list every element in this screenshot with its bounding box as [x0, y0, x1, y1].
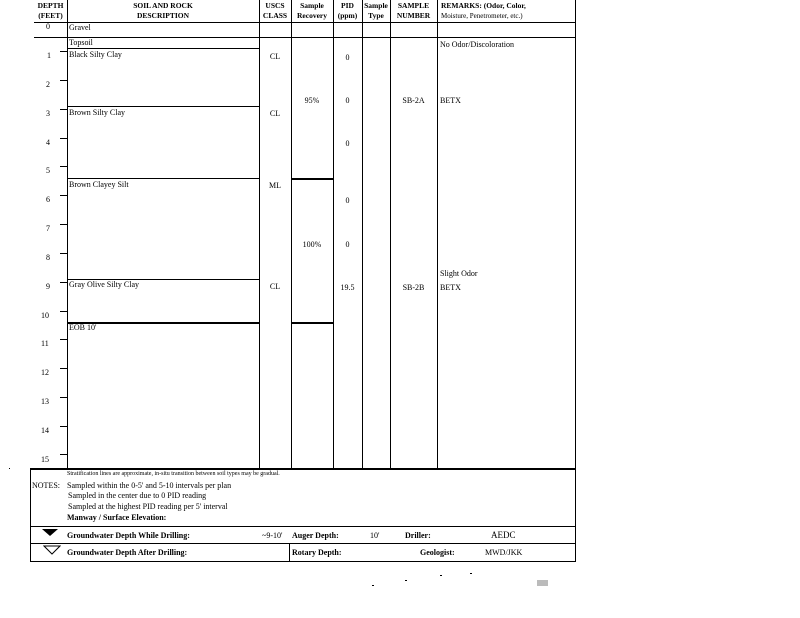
- layer-gravel: Gravel: [69, 23, 91, 32]
- depth-label: 11: [41, 339, 49, 348]
- note-line: Sampled within the 0-5' and 5-10 intervals per plan: [67, 481, 232, 490]
- layer-black-silty-clay: Black Silty Clay: [69, 50, 122, 59]
- scan-speck: [9, 468, 10, 469]
- header-sample-number: SAMPLE: [397, 1, 430, 10]
- gw-while-drilling-label: Groundwater Depth While Drilling:: [67, 531, 190, 540]
- sample-number: SB-2B: [402, 283, 425, 292]
- geologist-label: Geologist:: [420, 548, 455, 557]
- header-depth: DEPTH: [37, 1, 64, 10]
- auger-depth-label: Auger Depth:: [292, 531, 339, 540]
- uscs-class: CL: [269, 109, 281, 118]
- remark: Slight Odor: [440, 269, 478, 278]
- header-pid-unit: (ppm): [337, 11, 358, 20]
- note-line: Sampled in the center due to 0 PID reading: [68, 491, 207, 500]
- header-recovery: Recovery: [297, 11, 327, 20]
- gw-after-drilling-label: Groundwater Depth After Drilling:: [67, 548, 188, 557]
- scan-speck: [470, 573, 472, 574]
- depth-label: 9: [46, 282, 50, 291]
- uscs-class: CL: [269, 282, 281, 291]
- layer-brown-silty-clay: Brown Silty Clay: [69, 108, 126, 117]
- depth-label: 5: [46, 166, 50, 175]
- scan-artifact: [537, 580, 548, 586]
- header-number: NUMBER: [396, 11, 431, 20]
- pid-reading: 0: [345, 240, 350, 249]
- water-level-open-icon: [43, 545, 61, 555]
- pid-reading: 19.5: [340, 283, 355, 292]
- header-depth-unit: (FEET): [38, 11, 63, 20]
- pid-reading: 0: [345, 196, 350, 205]
- scan-speck: [372, 585, 374, 586]
- header-class: CLASS: [262, 11, 288, 20]
- uscs-class: ML: [269, 181, 281, 190]
- header-soil: SOIL AND ROCK: [133, 1, 193, 10]
- water-level-filled-icon: [41, 528, 59, 537]
- sample-recovery: 95%: [304, 96, 320, 105]
- pid-reading: 0: [345, 96, 350, 105]
- header-description: DESCRIPTION: [136, 11, 190, 20]
- sample-recovery: 100%: [302, 240, 322, 249]
- depth-label: 15: [41, 455, 49, 464]
- scan-speck: [405, 580, 407, 581]
- depth-label: 13: [41, 397, 49, 406]
- driller-value: AEDC: [491, 530, 516, 540]
- note-line: Sampled at the highest PID reading per 5' interval: [68, 502, 228, 511]
- pid-reading: 0: [345, 139, 350, 148]
- scan-speck: [440, 575, 442, 576]
- depth-label: 6: [46, 195, 50, 204]
- rotary-depth-label: Rotary Depth:: [292, 548, 342, 557]
- notes-label: NOTES:: [32, 481, 60, 490]
- auger-depth-value: 10': [370, 531, 380, 540]
- layer-brown-clayey-silt: Brown Clayey Silt: [69, 180, 129, 189]
- depth-label: 8: [46, 253, 50, 262]
- uscs-class: CL: [269, 52, 281, 61]
- header-sample-recovery: Sample: [300, 1, 324, 10]
- gw-while-drilling-value: ~9-10': [262, 531, 283, 540]
- remark: BETX: [440, 283, 461, 292]
- layer-gray-olive-silty-clay: Gray Olive Silty Clay: [69, 280, 139, 289]
- pid-reading: 0: [345, 53, 350, 62]
- depth-label: 10: [41, 311, 49, 320]
- header-type: Type: [368, 11, 384, 20]
- remark: BETX: [440, 96, 461, 105]
- driller-label: Driller:: [405, 531, 431, 540]
- depth-label: 14: [41, 426, 49, 435]
- depth-label: 7: [46, 224, 50, 233]
- depth-label: 3: [46, 109, 50, 118]
- header-remarks: REMARKS: (Odor, Color,: [441, 1, 526, 10]
- depth-label: 0: [46, 22, 50, 31]
- layer-topsoil: Topsoil: [69, 38, 93, 47]
- header-remarks-detail: Moisture, Penetrometer, etc.): [441, 12, 523, 20]
- sample-number: SB-2A: [402, 96, 425, 105]
- layer-eob: EOB 10': [69, 323, 97, 332]
- remark: No Odor/Discoloration: [440, 40, 514, 49]
- geologist-value: MWD/JKK: [485, 548, 523, 557]
- depth-label: 4: [46, 138, 50, 147]
- depth-label: 2: [46, 80, 50, 89]
- header-sample-type: Sample: [364, 1, 388, 10]
- depth-label: 12: [41, 368, 49, 377]
- depth-label: 1: [47, 51, 51, 60]
- header-uscs: USCS: [265, 1, 285, 10]
- stratification-note: Stratification lines are approximate, in-situ transition between soil types may be gradual.: [67, 471, 280, 477]
- header-pid: PID: [341, 1, 354, 10]
- manway-elevation-label: Manway / Surface Elevation:: [67, 513, 167, 522]
